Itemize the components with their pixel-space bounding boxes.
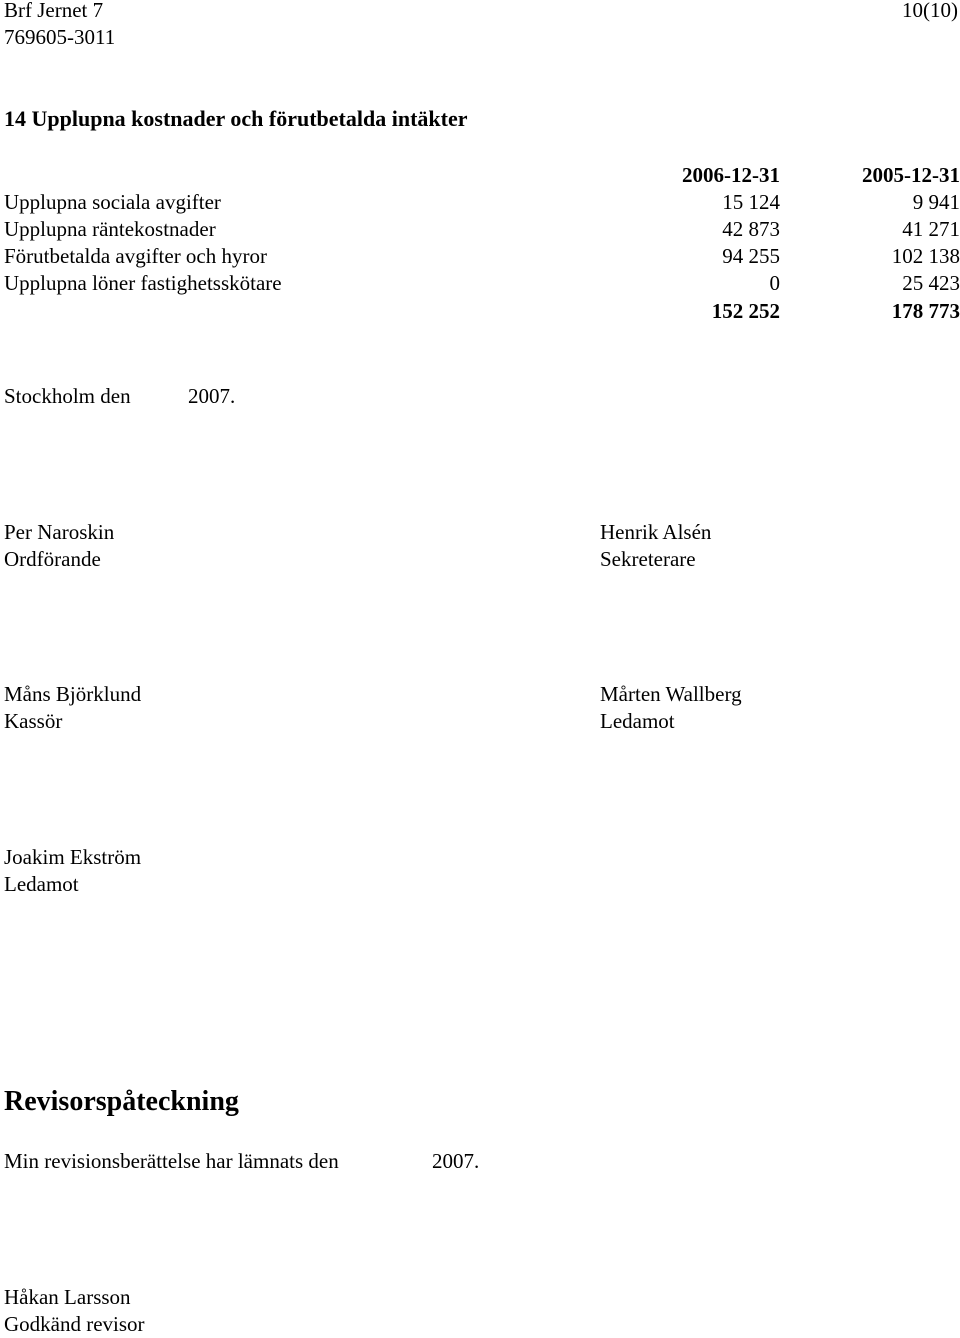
row-value-2006: 0 bbox=[769, 271, 780, 295]
org-number: 769605-3011 bbox=[4, 25, 116, 49]
row-value-2006: 15 124 bbox=[722, 190, 780, 214]
company-name: Brf Jernet 7 bbox=[4, 0, 104, 22]
page-number: 10(10) bbox=[902, 0, 958, 22]
row-value-2006: 42 873 bbox=[722, 217, 780, 241]
signature-role: Ledamot bbox=[600, 709, 675, 733]
row-label: Upplupna sociala avgifter bbox=[4, 190, 221, 214]
audit-statement: Min revisionsberättelse har lämnats den bbox=[4, 1149, 339, 1173]
signature-role: Sekreterare bbox=[600, 547, 696, 571]
signature-name: Mårten Wallberg bbox=[600, 682, 742, 706]
signature-role: Kassör bbox=[4, 709, 63, 733]
row-value-2005: 102 138 bbox=[891, 244, 960, 268]
total-2005: 178 773 bbox=[891, 299, 960, 323]
note-title: 14 Upplupna kostnader och förutbetalda intäkter bbox=[4, 106, 468, 131]
row-value-2005: 25 423 bbox=[902, 271, 960, 295]
auditor-role: Godkänd revisor bbox=[4, 1312, 145, 1336]
row-label: Upplupna löner fastighetsskötare bbox=[4, 271, 282, 295]
row-value-2006: 94 255 bbox=[722, 244, 780, 268]
signature-name: Joakim Ekström bbox=[4, 845, 142, 869]
row-value-2005: 41 271 bbox=[902, 217, 960, 241]
signature-role: Ordförande bbox=[4, 547, 101, 571]
total-2006: 152 252 bbox=[711, 299, 780, 323]
column-header-2006: 2006-12-31 bbox=[682, 163, 780, 187]
audit-year: 2007. bbox=[432, 1149, 480, 1173]
row-value-2005: 9 941 bbox=[912, 190, 960, 214]
signature-role: Ledamot bbox=[4, 872, 79, 896]
signature-name: Per Naroskin bbox=[4, 520, 115, 544]
audit-title: Revisorspåteckning bbox=[4, 1086, 239, 1117]
place-year: 2007. bbox=[188, 384, 236, 408]
place-label: Stockholm den bbox=[4, 384, 131, 408]
signature-name: Måns Björklund bbox=[4, 682, 142, 706]
signature-name: Henrik Alsén bbox=[600, 520, 712, 544]
auditor-name: Håkan Larsson bbox=[4, 1285, 131, 1309]
row-label: Upplupna räntekostnader bbox=[4, 217, 216, 241]
row-label: Förutbetalda avgifter och hyror bbox=[4, 244, 267, 268]
column-header-2005: 2005-12-31 bbox=[862, 163, 960, 187]
